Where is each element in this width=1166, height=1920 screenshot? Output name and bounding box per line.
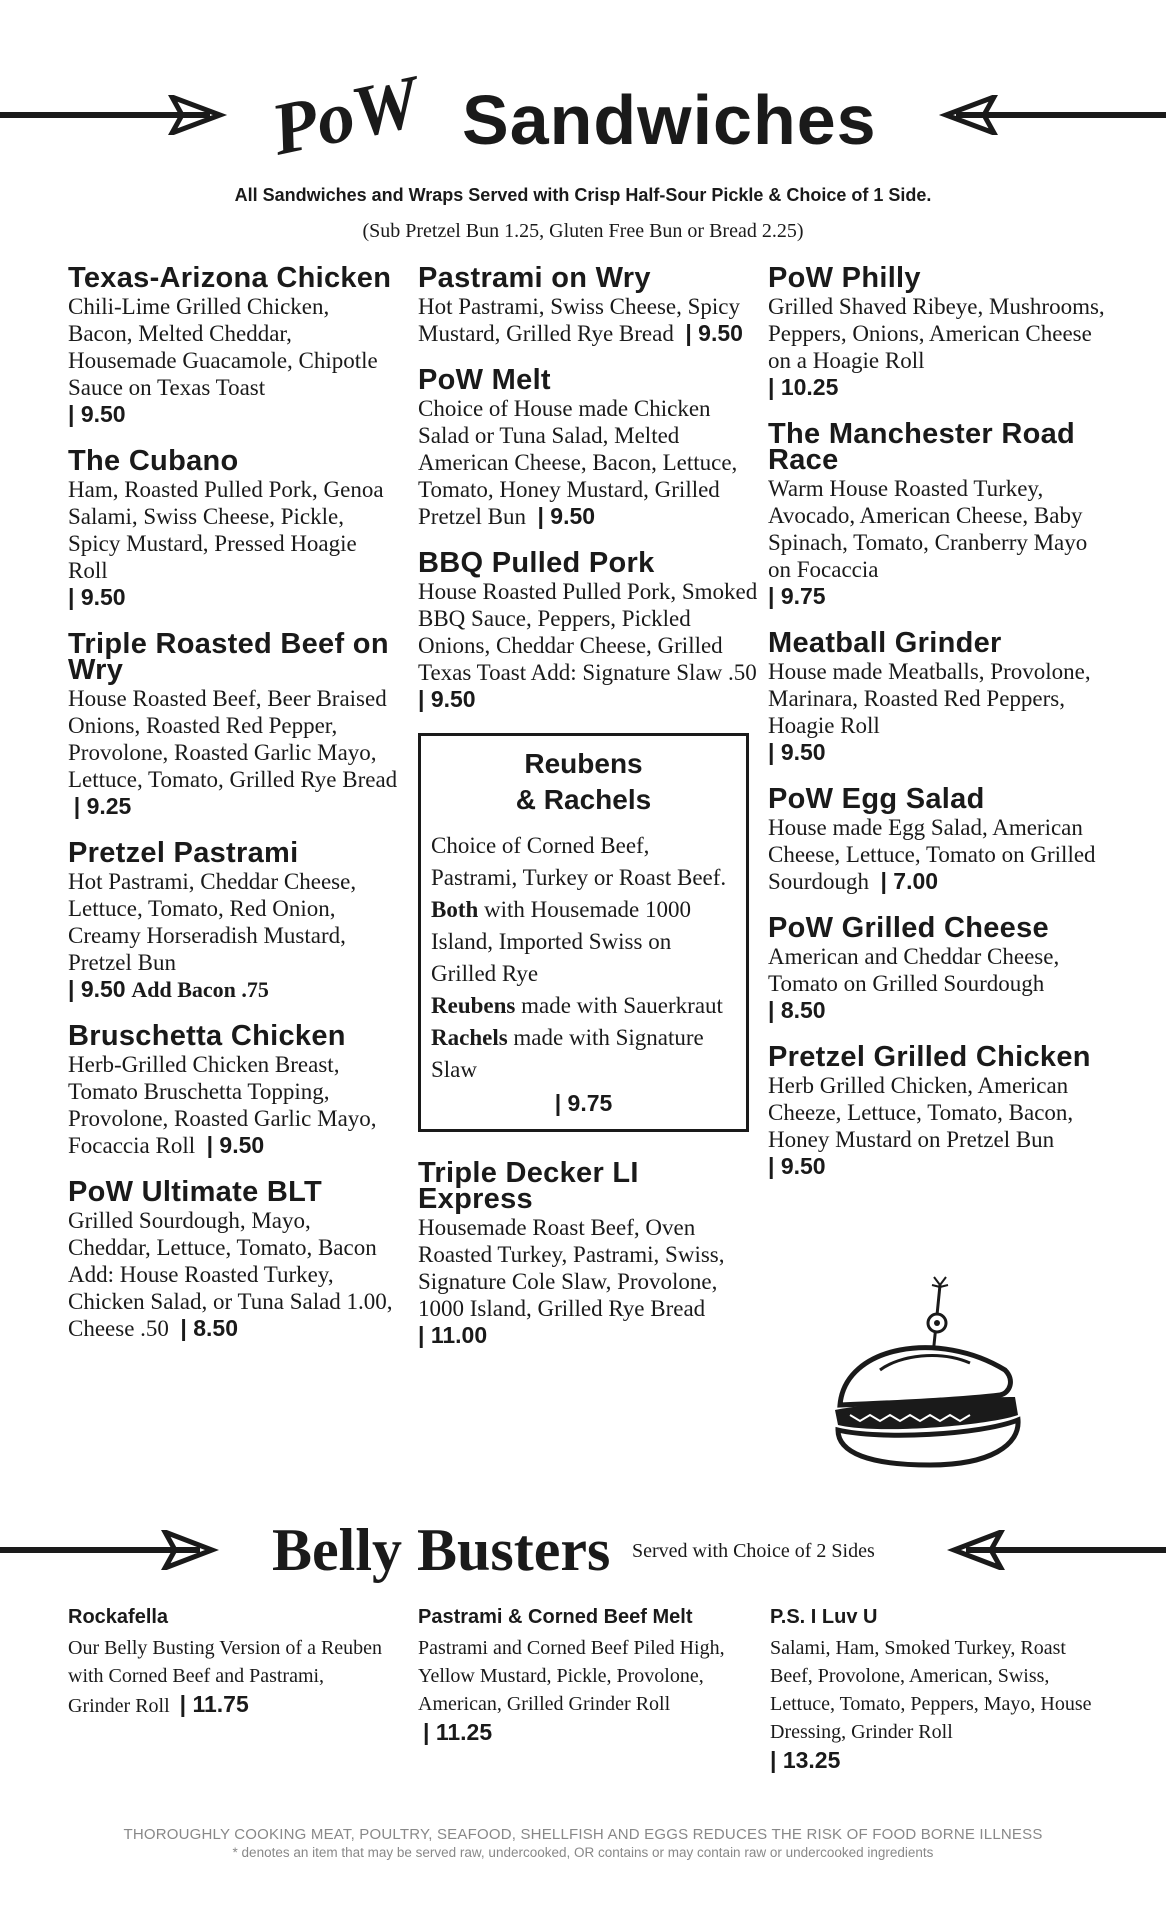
item-description: Pastrami and Corned Beef Piled High, Yellow Mustard, Pickle, Provolone, American, Grilled Grinder Roll | 11.25	[418, 1637, 725, 1745]
belly-item	[68, 1605, 388, 1720]
arrow-left-icon	[946, 1530, 1166, 1570]
item-description: House Roasted Pulled Pork, Smoked BBQ Sauce, Peppers, Pickled Onions, Cheddar Cheese, Grilled Texas Toast Add: Signature Slaw .50 | 9.50	[418, 579, 758, 712]
menu-item	[68, 1176, 398, 1342]
item-name: Pretzel Pastrami	[68, 837, 299, 869]
item-price: | 9.50	[768, 739, 826, 765]
item-price: | 9.50	[68, 401, 126, 427]
reubens-rachels-box	[418, 733, 749, 1132]
menu-item	[768, 783, 1108, 895]
box-price-wrap	[431, 1090, 736, 1117]
menu-column-3	[768, 262, 1108, 1200]
item-description: Grilled Shaved Ribeye, Mushrooms, Peppers, Onions, American Cheese on a Hoagie Roll | 10.25	[768, 294, 1105, 400]
page-title: Sandwiches	[462, 81, 877, 159]
item-description: Housemade Roast Beef, Oven Roasted Turkey, Pastrami, Swiss, Signature Cole Slaw, Provolone, 1000 Island, Grilled Rye Bread | 11.00	[418, 1215, 725, 1348]
item-price: | 7.00	[880, 868, 939, 894]
header	[0, 40, 1166, 190]
disclaimer-line-1: THOROUGHLY COOKING MEAT, POULTRY, SEAFOOD, SHELLFISH AND EGGS REDUCES THE RISK OF FOOD BORNE ILLNESS	[123, 1826, 1043, 1843]
menu-item	[418, 262, 758, 347]
item-description: House Roasted Beef, Beer Braised Onions, Roasted Red Pepper, Provolone, Roasted Garlic Mayo, Lettuce, Tomato, Grilled Rye Bread | 9.25	[68, 686, 398, 819]
item-name: Triple Decker LI Express	[418, 1157, 639, 1215]
item-price: | 9.25	[73, 793, 132, 819]
menu-subnote: (Sub Pretzel Bun 1.25, Gluten Free Bun or Bread 2.25)	[362, 220, 804, 242]
item-price: | 9.50	[68, 976, 126, 1002]
item-name: PoW Egg Salad	[768, 783, 985, 815]
section-subtitle: Served with Choice of 2 Sides	[632, 1540, 875, 1562]
item-description: American and Cheddar Cheese, Tomato on Grilled Sourdough | 8.50	[768, 944, 1060, 1023]
item-name: PoW Ultimate BLT	[68, 1176, 322, 1208]
belly-item	[418, 1605, 738, 1748]
menu-item	[68, 628, 398, 820]
item-name: Rockafella	[68, 1606, 169, 1628]
item-name: Texas-Arizona Chicken	[68, 262, 392, 294]
belly-busters-header	[0, 1510, 1166, 1590]
menu-item	[68, 837, 398, 1003]
item-price: | 11.00	[418, 1322, 488, 1348]
item-description: House made Meatballs, Provolone, Marinara, Roasted Red Peppers, Hoagie Roll | 9.50	[768, 659, 1091, 765]
item-description: Chili-Lime Grilled Chicken, Bacon, Melted Cheddar, Housemade Guacamole, Chipotle Sauce on Texas Toast | 9.50	[68, 294, 378, 427]
item-name: Pastrami & Corned Beef Melt	[418, 1606, 693, 1628]
svg-text:PoW: PoW	[265, 60, 425, 170]
item-price: | 9.50	[68, 584, 126, 610]
item-price: | 9.50	[537, 503, 596, 529]
menu-item	[68, 262, 398, 428]
belly-item	[770, 1605, 1110, 1776]
item-description: Warm House Roasted Turkey, Avocado, American Cheese, Baby Spinach, Tomato, Cranberry Mayo on Focaccia | 9.75	[768, 476, 1088, 609]
pow-logo	[265, 50, 425, 170]
item-description: Grilled Sourdough, Mayo, Cheddar, Lettuce, Tomato, Bacon Add: House Roasted Turkey, Chicken Salad, or Tuna Salad 1.00, Cheese .50 | 8.50	[68, 1208, 393, 1341]
item-price: | 13.25	[770, 1747, 841, 1773]
item-description: Our Belly Busting Version of a Reuben with Corned Beef and Pastrami, Grinder Roll | 11.75	[68, 1637, 383, 1717]
arrow-right-icon	[0, 1530, 220, 1570]
item-price: | 8.50	[768, 997, 826, 1023]
item-price: | 9.50	[418, 686, 476, 712]
item-description: Herb Grilled Chicken, American Cheeze, Lettuce, Tomato, Bacon, Honey Mustard on Pretzel Bun | 9.50	[768, 1073, 1074, 1179]
disclaimer-line-2: * denotes an item that may be served raw, undercooked, OR contains or may contain raw or undercooked ingredients	[232, 1845, 934, 1860]
item-description: Herb-Grilled Chicken Breast, Tomato Bruschetta Topping, Provolone, Roasted Garlic Mayo, Focaccia Roll | 9.50	[68, 1052, 377, 1158]
menu-column-2	[418, 262, 758, 1369]
item-name: BBQ Pulled Pork	[418, 547, 655, 579]
menu-item	[768, 262, 1108, 401]
footer-disclaimer	[0, 1826, 1166, 1860]
item-price: | 10.25	[768, 374, 839, 400]
menu-subtitle: All Sandwiches and Wraps Served with Crisp Half-Sour Pickle & Choice of 1 Side.	[234, 185, 932, 205]
box-description: Choice of Corned Beef, Pastrami, Turkey or Roast Beef. Both with Housemade 1000 Island, Imported Swiss on Grilled Rye Reubens made with Sauerkraut Rachels made with Signature Slaw	[431, 833, 727, 1082]
item-extra: Add Bacon .75	[131, 977, 269, 1002]
item-price: | 9.50	[768, 1153, 826, 1179]
item-name: PoW Melt	[418, 364, 551, 396]
arrow-right-icon	[0, 95, 230, 135]
arrow-left-icon	[936, 95, 1166, 135]
item-name: P.S. I Luv U	[770, 1606, 878, 1628]
item-price: | 9.50	[206, 1132, 265, 1158]
menu-item	[768, 418, 1108, 610]
item-name: Pretzel Grilled Chicken	[768, 1041, 1091, 1073]
menu-item	[418, 1157, 758, 1349]
item-description: Salami, Ham, Smoked Turkey, Roast Beef, Provolone, American, Swiss, Lettuce, Tomato, Peppers, Mayo, House Dressing, Grinder Roll | 13.25	[770, 1637, 1092, 1773]
menu-item	[768, 1041, 1108, 1180]
item-price: | 11.25	[423, 1719, 493, 1745]
menu-item	[418, 364, 758, 530]
item-name: Triple Roasted Beef on Wry	[68, 628, 389, 686]
item-price: | 9.75	[554, 1090, 613, 1116]
sandwich-illustration	[820, 1275, 1030, 1485]
item-price: | 8.50	[180, 1315, 239, 1341]
item-price: | 11.75	[179, 1691, 249, 1717]
item-name: The Manchester Road Race	[768, 418, 1076, 476]
menu-column-1	[68, 262, 398, 1362]
item-name: The Cubano	[68, 445, 239, 477]
item-description: Ham, Roasted Pulled Pork, Genoa Salami, Swiss Cheese, Pickle, Spicy Mustard, Pressed Hoagie Roll | 9.50	[68, 477, 384, 610]
item-name: PoW Grilled Cheese	[768, 912, 1049, 944]
item-description: Hot Pastrami, Cheddar Cheese, Lettuce, Tomato, Red Onion, Creamy Horseradish Mustard, Pretzel Bun | 9.50 Add Bacon .75	[68, 869, 357, 1002]
menu-item	[68, 445, 398, 611]
item-description: Hot Pastrami, Swiss Cheese, Spicy Mustard, Grilled Rye Bread | 9.50	[418, 294, 743, 346]
menu-item	[768, 912, 1108, 1024]
item-name: Bruschetta Chicken	[68, 1020, 346, 1052]
item-name: PoW Philly	[768, 262, 921, 294]
item-name: Meatball Grinder	[768, 627, 1002, 659]
item-description: House made Egg Salad, American Cheese, Lettuce, Tomato on Grilled Sourdough | 7.00	[768, 815, 1096, 894]
menu-item	[418, 547, 758, 713]
menu-item	[68, 1020, 398, 1159]
item-price: | 9.75	[768, 583, 826, 609]
box-title: Reubens & Rachels	[515, 748, 652, 815]
item-name: Pastrami on Wry	[418, 262, 651, 294]
item-price: | 9.50	[685, 320, 743, 346]
item-description: Choice of House made Chicken Salad or Tuna Salad, Melted American Cheese, Bacon, Lettuce, Tomato, Honey Mustard, Grilled Pretzel Bun | 9.50	[418, 396, 738, 529]
section-title: Belly Busters	[272, 1517, 611, 1583]
menu-item	[768, 627, 1108, 766]
